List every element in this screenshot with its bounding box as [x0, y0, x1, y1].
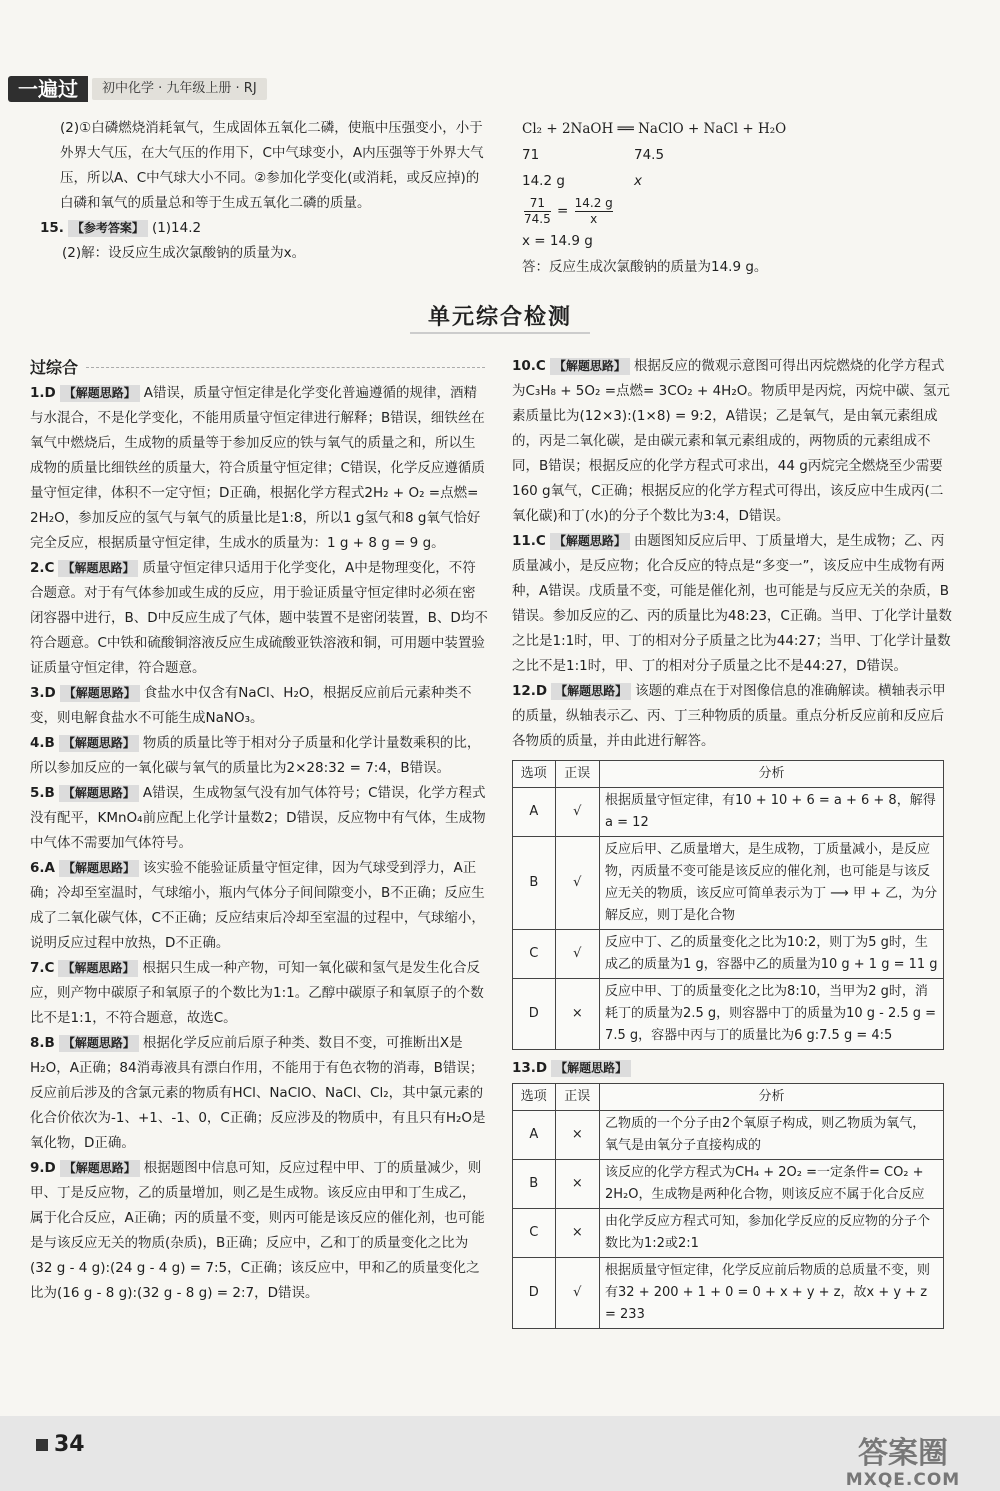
frac1-bottom: 74.5 [524, 211, 551, 226]
guo-heading [30, 355, 485, 378]
fraction-left [524, 196, 551, 227]
frac2-top: 14.2 g [574, 195, 613, 210]
q13-tag: 【解题思路】 [551, 1060, 631, 1077]
table-header: 分析 [600, 761, 944, 788]
question-number: 11.C [512, 533, 546, 549]
solution-text: A错误，生成物氢气没有加气体符号；C错误，化学方程式没有配平，KMnO₄前应配上化学计量数2；D错误，反应物中有气体，生成物中气体不需要加气体符号。 [30, 785, 486, 851]
book-subtitle: 初中化学 · 九年级上册 · RJ [92, 78, 267, 100]
question-item [30, 381, 488, 556]
solution-text: 质量守恒定律只适用于化学变化，A中是物理变化，不符合题意。对于有气体参加或生成的反应，用于验证质量守恒定律时必须在密闭容器中进行，B、D中反应生成了气体，题中装置不是密闭装置，B、D均不符合题意。C中铁和硫酸铜溶液反应生成硫酸亚铁溶液和铜，可用题中装置验证质量守恒定律，符合题意。 [30, 560, 488, 676]
watermark [828, 1438, 978, 1490]
solution-text: 根据化学反应前后原子种类、数目不变，可推断出X是H₂O，A正确；84消毒液具有漂白作用，不能用于有色衣物的消毒，B错误；反应前后涉及的含氯元素的物质有HCl、NaClO、NaCl、Cl₂，其中氯元素的化合价依次为-1、+1、-1、0，C正确；反应涉及的物质中，有且只有H₂O是氧化物，D正确。 [30, 1035, 486, 1151]
question-number: 8.B [30, 1035, 55, 1051]
mark-cell: × [555, 1209, 599, 1258]
question-number: 9.D [30, 1160, 56, 1176]
q15-heading [40, 216, 490, 241]
mass-71: 71 [522, 147, 540, 163]
solution-text: 该题的难点在于对图像信息的准确解读。横轴表示甲的质量，纵轴表示乙、丙、丁三种物质的质量。重点分析反应前和反应后各物质的质量，并由此进行解答。 [512, 683, 946, 749]
question-number: 12.D [512, 683, 548, 699]
question-number: 10.C [512, 358, 546, 374]
question-item [30, 556, 488, 681]
frac1-top: 71 [524, 196, 551, 212]
watermark-url: MXQE.COM [845, 1470, 961, 1490]
table-row [513, 837, 944, 930]
question-item [30, 681, 488, 731]
analysis-cell: 根据质量守恒定律，化学反应前后物质的总质量不变，则有32 + 200 + 1 + 0 = 0 + x + y + z，故x + y + z = 233 [600, 1258, 944, 1329]
frac-equals: = [557, 203, 569, 219]
table-header: 正误 [555, 761, 600, 788]
solution-tag: 【解题思路】 [60, 1160, 140, 1177]
question-number: 6.A [30, 860, 55, 876]
guo-title: 过综合 [30, 358, 79, 377]
option-cell: B [513, 1160, 556, 1209]
mark-cell: × [555, 1111, 599, 1160]
divider [86, 366, 485, 368]
mass-74-5: 74.5 [634, 147, 665, 163]
analysis-cell: 乙物质的一个分子由2个氧原子构成，则乙物质为氧气，氧气是由氧分子直接构成的 [600, 1111, 944, 1160]
value-row [522, 168, 972, 194]
solution-tag: 【解题思路】 [551, 683, 631, 700]
equation: Cl₂ + 2NaOH ══ NaClO + NaCl + H₂O [522, 121, 787, 137]
solution-tag: 【解题思路】 [550, 358, 630, 375]
question-number: 3.D [30, 685, 56, 701]
question-number: 7.C [30, 960, 55, 976]
option-cell: A [513, 788, 556, 837]
analysis-cell: 反应中丁、乙的质量变化之比为10:2，则丁为5 g时，生成乙的质量为1 g，容器中乙的质量为10 g + 1 g = 11 g [600, 930, 944, 979]
analysis-cell: 反应后甲、乙质量增大，是生成物，丁质量减小，是反应物，丙质量不变可能是该反应的催化剂，也可能是与该反应无关的物质，该反应可简单表示为丁 ⟶ 甲 + 乙，为分解反应，则丁是化合物 [600, 837, 944, 930]
table-row [513, 788, 944, 837]
q14-part2: (2)①白磷燃烧消耗氧气，生成固体五氧化二磷，使瓶中压强变小，小于外界大气压，在大气压的作用下，C中气球变小，A内压强等于外界大气压，所以A、C中气球大小不同。②参加化学变化(或消耗，或反应掉)的白磷和氧气的质量总和等于生成五氧化二磷的质量。 [60, 120, 484, 211]
q15-number: 15. [40, 220, 64, 236]
solution-tag: 【解题思路】 [58, 960, 138, 977]
table-row [513, 1258, 944, 1329]
q13-heading [512, 1056, 952, 1081]
solution-text: 该实验不能验证质量守恒定律，因为气球受到浮力，A正确；冷却至室温时，气球缩小，瓶内气体分子间间隙变小，B不正确；反应生成了二氧化碳气体，C不正确；反应结束后冷却至室温的过程中，气球缩小，说明反应过程中放热，D不正确。 [30, 860, 485, 951]
left-column [30, 381, 488, 1306]
value-14-2: 14.2 g [522, 173, 565, 189]
proportion [522, 194, 972, 228]
option-cell: C [513, 1209, 556, 1258]
solution-text: 根据题图中信息可知，反应过程中甲、丁的质量减少，则甲、丁是反应物，乙的质量增加，则乙是生成物。该反应由甲和丁生成乙，属于化合反应，A正确；丙的质量不变，则丙可能是该反应的催化剂，也可能是与该反应无关的物质(杂质)，B正确；反应中，乙和丁的质量变化之比为(32 g - 4 g):(24 g - 4 g) = 7:5，C正确；该反应中，甲和乙的质量变化之比为(16 g - 8 g):(32 g - 8 g) = 2:7，D错误。 [30, 1160, 485, 1301]
table-q12 [512, 760, 944, 1050]
molar-mass-row [522, 142, 972, 168]
option-cell: C [513, 930, 556, 979]
result: x = 14.9 g [522, 233, 593, 249]
final-answer: 答：反应生成次氯酸钠的质量为14.9 g。 [522, 259, 768, 275]
question-item [30, 1031, 488, 1156]
question-item [512, 529, 952, 679]
analysis-cell: 该反应的化学方程式为CH₄ + 2O₂ =一定条件= CO₂ + 2H₂O，生成物是两种化合物，则该反应不属于化合反应 [600, 1160, 944, 1209]
question-item [512, 679, 952, 754]
analysis-cell: 由化学反应方程式可知，参加化学反应的反应物的分子个数比为1:2或2:1 [600, 1209, 944, 1258]
analysis-cell: 根据质量守恒定律，有10 + 10 + 6 = a + 6 + 8，解得a = 12 [600, 788, 944, 837]
option-cell: B [513, 837, 556, 930]
page-number [36, 1432, 85, 1457]
solution-tag: 【解题思路】 [59, 735, 139, 752]
mark-cell: √ [555, 788, 600, 837]
solution-tag: 【解题思路】 [58, 560, 138, 577]
table-header: 正误 [555, 1084, 599, 1111]
option-cell: A [513, 1111, 556, 1160]
solution-text: 物质的质量比等于相对分子质量和化学计量数乘积的比，所以参加反应的一氧化碳与氧气的质量比为2×28:32 = 7:4，B错误。 [30, 735, 481, 776]
q15-tag: 【参考答案】 [68, 220, 148, 237]
top-right-column [522, 116, 972, 280]
table-row [513, 1111, 944, 1160]
table-q13 [512, 1083, 944, 1329]
value-x: x [634, 173, 642, 189]
square-icon [36, 1439, 48, 1451]
q15-part2: (2)解：设反应生成次氯酸钠的质量为x。 [62, 245, 306, 261]
question-item [30, 1156, 488, 1306]
book-logo: 一遍过 [8, 76, 88, 102]
question-number: 1.D [30, 385, 56, 401]
mark-cell: √ [555, 930, 600, 979]
page-number-text: 34 [54, 1432, 85, 1457]
question-item [30, 856, 488, 956]
q13-number: 13.D [512, 1060, 548, 1076]
mark-cell: √ [555, 1258, 599, 1329]
table-row [513, 1160, 944, 1209]
top-left-column [40, 116, 490, 266]
solution-tag: 【解题思路】 [60, 385, 140, 402]
question-item [512, 354, 952, 529]
header [8, 76, 267, 102]
q15-part1: (1)14.2 [151, 220, 202, 236]
table-header: 分析 [600, 1084, 944, 1111]
question-item [30, 731, 488, 781]
solution-text: 食盐水中仅含有NaCl、H₂O，根据反应前后元素种类不变，则电解食盐水不可能生成NaNO₃。 [30, 685, 472, 726]
solution-text: 根据反应的微观示意图可得出丙烷燃烧的化学方程式为C₃H₈ + 5O₂ =点燃= 3CO₂ + 4H₂O。物质甲是丙烷，丙烷中碳、氢元素质量比为(12×3):(1×8) = 9:2，A错误；乙是氧气，是由氧元素组成的，丙是二氧化碳，是由碳元素和氧元素组成的，两物质的元素组成不同，B错误；根据反应的化学方程式可求出，44 g丙烷完全燃烧至少需要160 g氧气，C正确；根据反应的化学方程式可得出，该反应中生成丙(二氧化碳)和丁(水)的分子个数比为3:4，D错误。 [512, 358, 950, 524]
watermark-title: 答案圈 [858, 1436, 948, 1471]
table-header: 选项 [513, 1084, 556, 1111]
solution-tag: 【解题思路】 [59, 1035, 139, 1052]
analysis-cell: 反应中甲、丁的质量变化之比为8:10，当甲为2 g时，消耗丁的质量为2.5 g，则容器中丁的质量为10 g - 2.5 g = 7.5 g，容器中丙与丁的质量比为6 g:7.5 g = 4:5 [600, 979, 944, 1050]
mark-cell: × [555, 979, 600, 1050]
mark-cell: √ [555, 837, 600, 930]
frac2-bottom: x [590, 211, 598, 226]
option-cell: D [513, 979, 556, 1050]
solution-text: 由题图知反应后甲、丁质量增大，是生成物；乙、丙质量减小，是反应物；化合反应的特点是“多变一”，该反应中生成物有两种，A错误。戊质量不变，可能是催化剂，也可能是与反应无关的杂质，B错误。参加反应的乙、丙的质量比为48:23，C正确。当甲、丁化学计量数之比是1:1时，甲、丁的相对分子质量之比为44:27；当甲、丁化学计量数之比不是1:1时，甲、丁的相对分子质量之比不是44:27，D错误。 [512, 533, 952, 674]
question-number: 5.B [30, 785, 55, 801]
question-item [30, 956, 488, 1031]
question-item [30, 781, 488, 856]
option-cell: D [513, 1258, 556, 1329]
section-title: 单元综合检测 [427, 305, 572, 330]
solution-tag: 【解题思路】 [60, 685, 140, 702]
table-row [513, 1209, 944, 1258]
question-number: 2.C [30, 560, 55, 576]
table-row [513, 979, 944, 1050]
question-number: 4.B [30, 735, 55, 751]
table-row [513, 930, 944, 979]
fraction-right [575, 196, 613, 227]
right-column [512, 354, 952, 1329]
solution-tag: 【解题思路】 [59, 785, 139, 802]
solution-text: 根据只生成一种产物，可知一氧化碳和氢气是发生化合反应，则产物中碳原子和氧原子的个数比为1:1。乙醇中碳原子和氧原子的个数比不是1:1，不符合题意，故选C。 [30, 960, 484, 1026]
solution-tag: 【解题思路】 [550, 533, 630, 550]
solution-tag: 【解题思路】 [59, 860, 139, 877]
section-title-underline [410, 332, 590, 334]
solution-text: A错误，质量守恒定律是化学变化普遍遵循的规律，酒精与水混合，不是化学变化，不能用质量守恒定律进行解释；B错误，细铁丝在氧气中燃烧后，生成物的质量等于参加反应的铁与氧气的质量之和，所以生成物的质量比细铁丝的质量大，符合质量守恒定律；C错误，化学反应遵循质量守恒定律，体积不一定守恒；D正确，根据化学方程式2H₂ + O₂ =点燃= 2H₂O，参加反应的氢气与氧气的质量比是1:8，所以1 g氢气和8 g氧气恰好完全反应，根据质量守恒定律，生成水的质量为：1 g + 8 g = 9 g。 [30, 385, 485, 551]
mark-cell: × [555, 1160, 599, 1209]
table-header: 选项 [513, 761, 556, 788]
